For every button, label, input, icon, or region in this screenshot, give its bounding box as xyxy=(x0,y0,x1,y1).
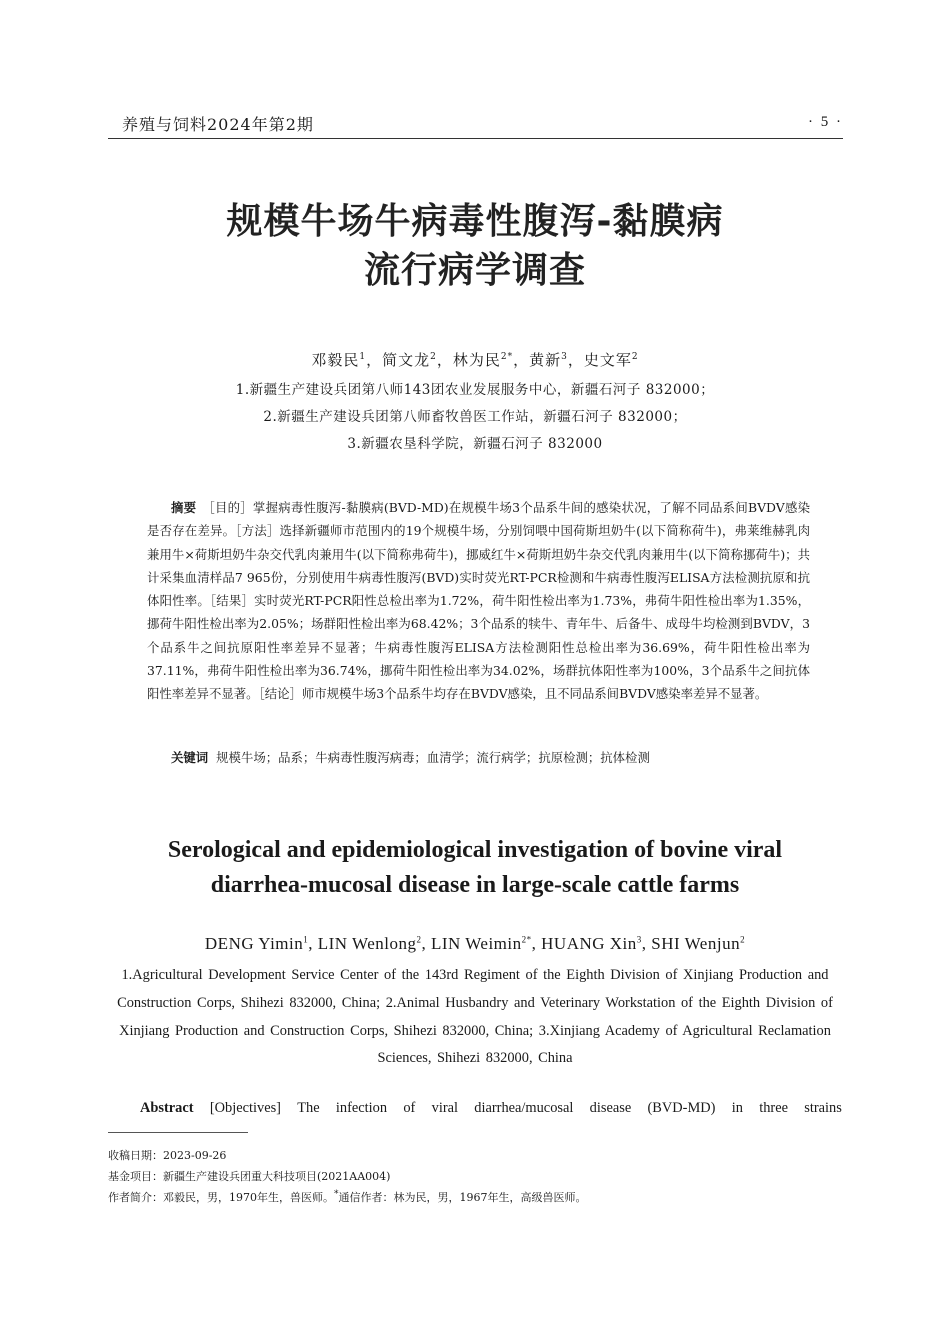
abstract-en-word: viral xyxy=(431,1100,458,1116)
author-cn: 史文军$^2$ xyxy=(583,351,639,369)
abstract-en-word: three xyxy=(759,1100,788,1116)
affiliation-cn-3: 3.新疆农垦科学院，新疆石河子 832000 xyxy=(347,436,603,452)
author-en: DENG Yimin$^1$, xyxy=(204,934,318,953)
abstract-en-first-line xyxy=(140,1100,842,1117)
affiliations-en: 1.Agricultural Development Service Center of the 143rd Regiment of the Eighth Division of Xinjiang Production and Construction Corps, Shihezi 832000, China; 2.Animal Husbandry and Veterinary Workstation of the Eighth Division of Xinjiang Production and Construction Corps, Shihezi 832000, China; 3.Xinjiang Academy of Agricultural Reclamation Sciences, Shihezi 832000, China xyxy=(117,967,833,1067)
author-en: LIN Weimin$^{2*}$, xyxy=(430,934,542,953)
affiliation-cn-2: 2.新疆生产建设兵团第八师畜牧兽医工作站，新疆石河子 832000； xyxy=(263,409,687,425)
abstract-en-word: of xyxy=(403,1100,416,1116)
author-en: HUANG Xin$^3$, xyxy=(541,934,652,953)
author-cn: 邓毅民$^1$， xyxy=(311,351,383,369)
page-number: · 5 · xyxy=(808,114,843,130)
author-cn: 林为民$^{2*}$， xyxy=(452,351,530,369)
abstract-en-word: disease xyxy=(589,1100,632,1116)
abstract-en-label: Abstract xyxy=(140,1100,194,1116)
abstract-cn-text: ［目的］掌握病毒性腹泻-黏膜病(BVD-MD)在规模牛场3个品系牛间的感染状况，了解不同品系间BVDV感染是否存在差异。［方法］选择新疆师市范围内的19个规模牛场，分别饲喂中国荷斯坦奶牛(以下简称荷牛)，弗莱维赫乳肉兼用牛×荷斯坦奶牛杂交代乳肉兼用牛(以下简称弗荷牛)，挪威红牛×荷斯坦奶牛杂交代乳肉兼用牛(以下简称挪荷牛)；共计采集血清样品7 965份，分别使用牛病毒性腹泻(BVD)实时荧光RT-PCR检测和牛病毒性腹泻ELISA方法检测抗原和抗体阳性率。［结果］实时荧光RT-PCR阳性总检出率为1.72%，荷牛阳性检出率为1.73%，弗荷牛阳性检出率为1.35%，挪荷牛阳性检出率为2.05%；场群阳性检出率为68.42%；3个品系的犊牛、青年牛、后备牛、成母牛均检测到BVDV，3个品系牛之间抗原阳性率差异不显著；牛病毒性腹泻ELISA方法检测阳性总检出率为36.69%，荷牛阳性检出率为37.11%，弗荷牛阳性检出率为36.74%，挪荷牛阳性检出率为34.02%，场群抗体阳性率为100%，3个品系牛之间抗体阳性率差异不显著。［结论］师市规模牛场3个品系牛均存在BVDV感染，且不同品系间BVDV感染率差异不显著。 xyxy=(147,500,811,702)
keywords-cn xyxy=(171,748,650,766)
author-en: SHI Wenjun$^2$ xyxy=(651,934,746,953)
author-cn: 黄新$^3$， xyxy=(529,351,584,369)
footnote-funding: 基金项目：新疆生产建设兵团重大科技项目(2021AA004) xyxy=(108,1170,391,1183)
authors-cn xyxy=(100,349,850,370)
author-en: LIN Wenlong$^2$, xyxy=(317,934,431,953)
journal-name: 养殖与饲料2024年第2期 xyxy=(122,115,314,134)
abstract-en-word: strains xyxy=(804,1100,842,1116)
abstract-en-word: infection xyxy=(335,1100,388,1116)
abstract-en-word: (BVD-MD) xyxy=(647,1100,716,1116)
title-cn-line-1: 规模牛场牛病毒性腹泻-黏膜病 xyxy=(226,201,724,242)
running-header xyxy=(108,108,843,139)
keywords-cn-label: 关键词 xyxy=(171,750,209,765)
title-en-line-1: Serological and epidemiological investigation of bovine viral xyxy=(167,837,783,863)
abstract-en-word: diarrhea/mucosal xyxy=(474,1100,574,1116)
author-cn: 简文龙$^2$， xyxy=(382,351,453,369)
footnotes xyxy=(108,1145,587,1208)
abstract-en-word: in xyxy=(731,1100,743,1116)
title-cn-line-2: 流行病学调查 xyxy=(363,250,586,291)
title-en-line-2: diarrhea-mucosal disease in large-scale cattle farms xyxy=(210,872,740,898)
footnote-author-bio: 作者简介：邓毅民，男，1970年生，兽医师。*通信作者：林为民，男，1967年生，高级兽医师。 xyxy=(108,1189,587,1204)
abstract-cn-label: 摘要 xyxy=(171,500,197,515)
keywords-cn-text: 规模牛场；品系；牛病毒性腹泻病毒；血清学；流行病学；抗原检测；抗体检测 xyxy=(216,750,650,765)
footnote-received: 收稿日期：2023-09-26 xyxy=(108,1149,227,1162)
footnote-divider xyxy=(108,1132,248,1133)
affiliation-cn-1: 1.新疆生产建设兵团第八师143团农业发展服务中心，新疆石河子 832000； xyxy=(235,382,715,398)
abstract-en-word: The xyxy=(297,1100,320,1116)
abstract-cn xyxy=(147,496,810,706)
authors-en xyxy=(100,934,850,954)
abstract-en-word: [Objectives] xyxy=(209,1100,281,1116)
